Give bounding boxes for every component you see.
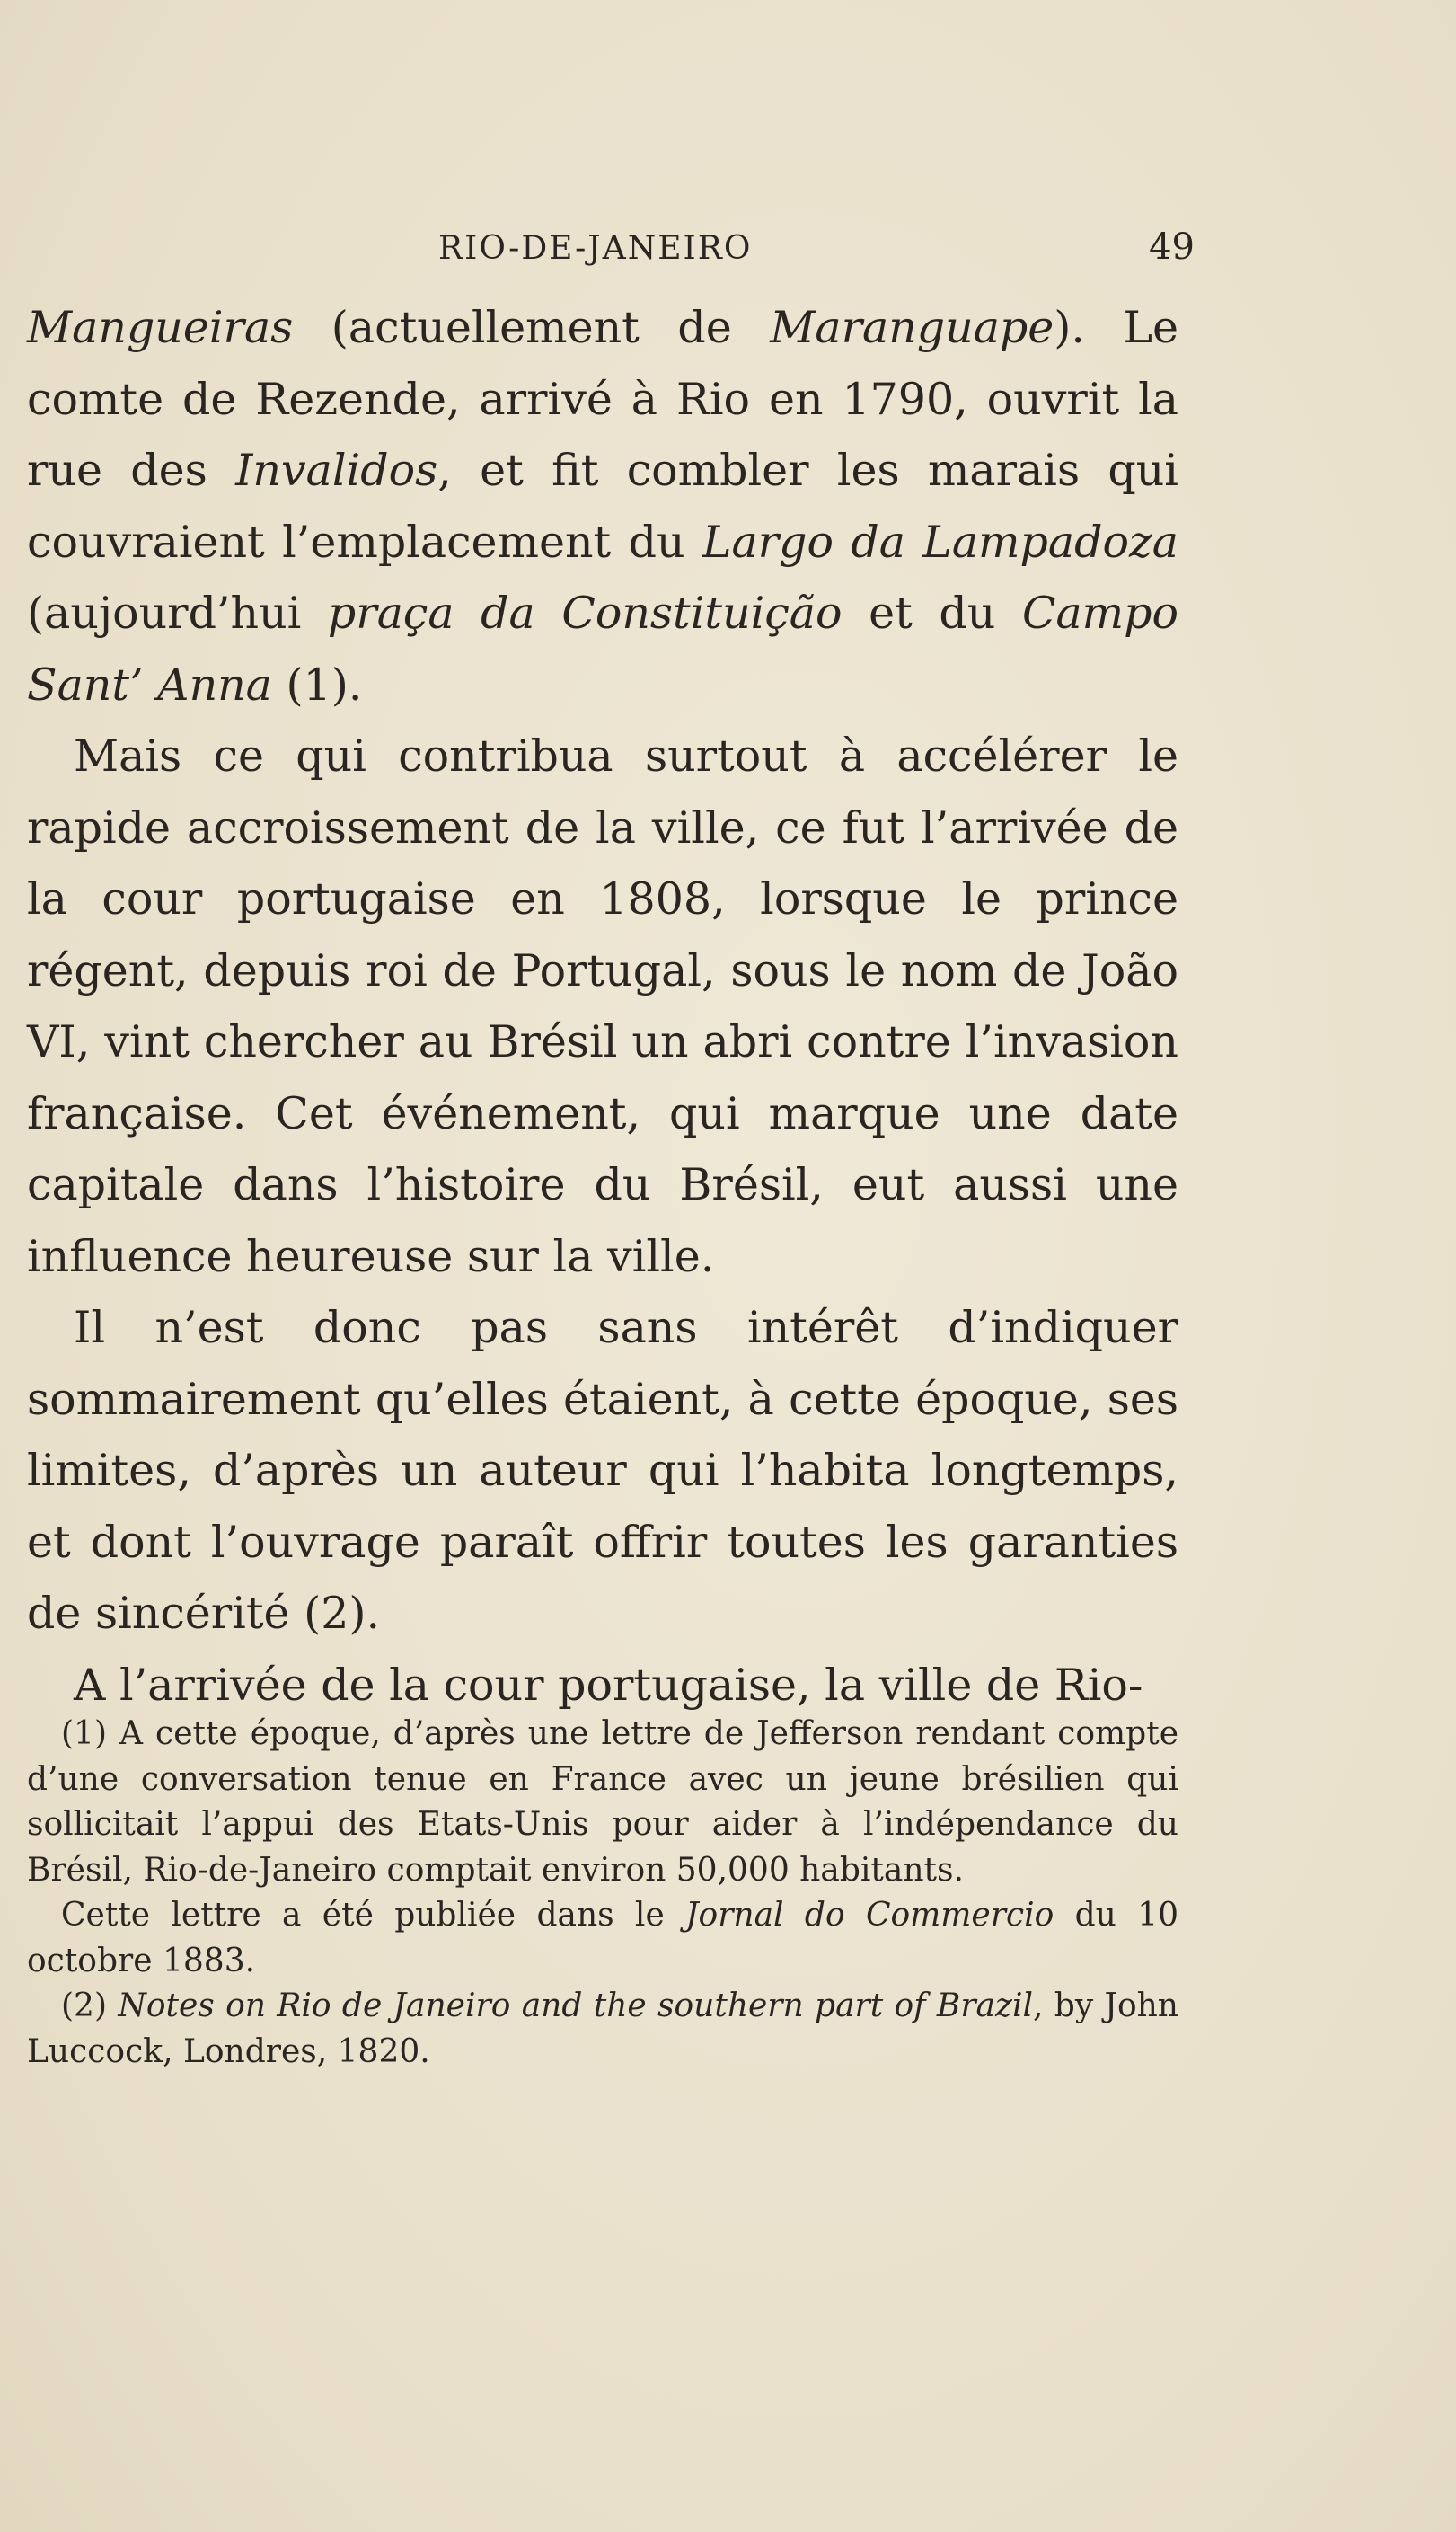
italic-term: Maranguape [770,302,1054,353]
page-number: 49 [1149,226,1195,268]
italic-term: Campo Sant’ Anna [27,588,1179,711]
italic-term: Invalidos [235,445,438,496]
running-title: RIO-DE-JANEIRO [438,230,753,267]
footnotes [27,1712,1178,2075]
footnote-1: (1) A cette époque, d’après une lettre de Jefferson rendant compte d’une conversation tenue en France avec un jeune brésilien qui sollicitait l’appui des Etats-Unis pour aider à l’indépendance du Brésil, Rio-de-Janeiro comptait environ 50,000 habitants. [27,1715,1178,1889]
italic-term: Largo da Lampadoza [702,516,1178,568]
footnote-1-continuation: Cette lettre a été publiée dans le Jornal do Commercio du 10 octobre 1883. [27,1897,1179,1979]
italic-term: praça da Constituição [327,588,843,639]
italic-title: Notes on Rio de Janeiro and the southern part of Brazil [118,1988,1034,2024]
body-text [27,292,1178,1721]
paragraph-1: Mangueiras (actuellement de Maranguape). Le comte de Rezende, arrivé à Rio en 1790, ouvrit la rue des Invalidos, et fit combler les marais qui couvraient l’emplacement du Largo da Lampadoza (aujourd’hui praça da Constituição et du Campo Sant’ Anna (1). [27,302,1179,711]
paragraph-3: Il n’est donc pas sans intérêt d’indiquer sommairement qu’elles étaient, à cette époque, ses limites, d’après un auteur qui l’habita longtemps, et dont l’ouvrage paraît offrir toutes les garanties de sincérité (2). [27,1302,1178,1639]
footnote-2: (2) Notes on Rio de Janeiro and the southern part of Brazil, by John Luccock, Londres, 1820. [27,1988,1178,2070]
italic-term: Mangueiras [27,302,294,353]
paragraph-2: Mais ce qui contribua surtout à accélérer le rapide accroissement de la ville, ce fut l’arrivée de la cour portugaise en 1808, lorsque le prince régent, depuis roi de Portugal, sous le nom de João VI, vint chercher au Brésil un abri contre l’invasion française. Cet événement, qui marque une date capitale dans l’histoire du Brésil, eut aussi une influence heureuse sur la ville. [27,730,1178,1282]
italic-title: Jornal do Commercio [685,1897,1054,1934]
paragraph-4: A l’arrivée de la cour portugaise, la ville de Rio- [74,1659,1143,1711]
page-header [25,223,1195,277]
